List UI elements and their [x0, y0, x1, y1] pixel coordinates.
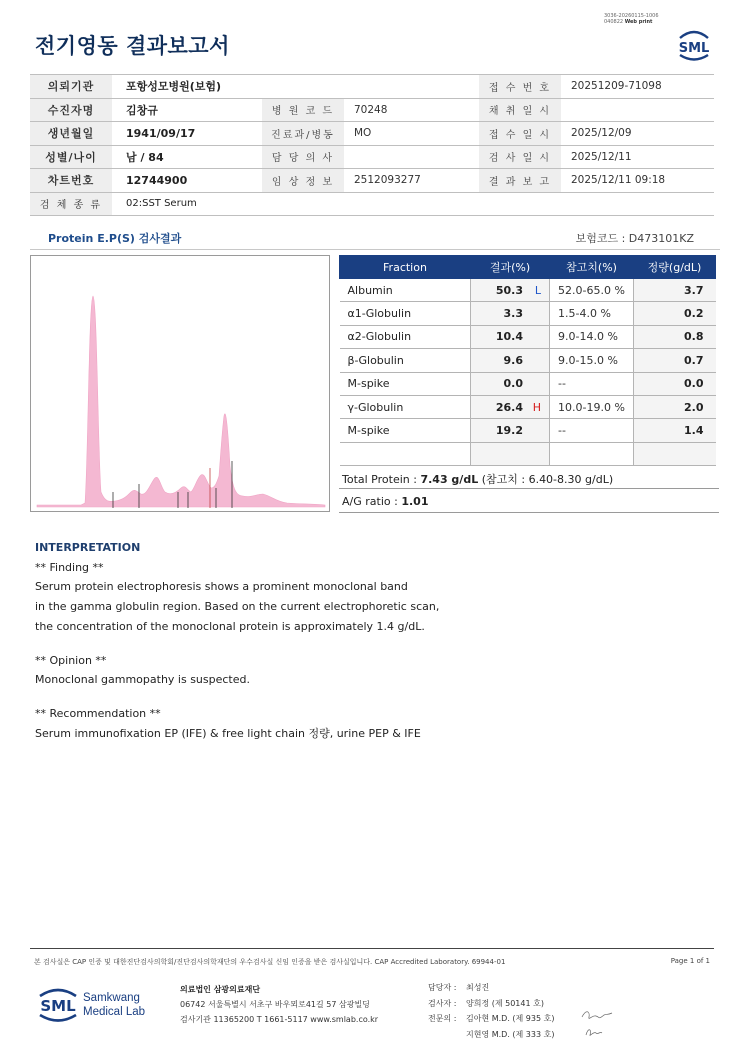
info-row: [30, 98, 714, 122]
fraction-amount: [634, 442, 716, 465]
document-code: [604, 13, 659, 25]
fraction-result: 0.0: [503, 377, 523, 391]
label-hospital-code: 병 원 코 드: [262, 98, 344, 122]
specimen-type: 02:SST Serum: [112, 192, 714, 216]
info-row: [30, 75, 714, 99]
finding-line: in the gamma globulin region. Based on the current electrophoretic scan,: [35, 600, 440, 614]
staff-row: [428, 1027, 554, 1043]
header-fraction: Fraction: [340, 256, 471, 279]
label-specimen-type: 검 체 종 류: [30, 192, 112, 216]
ag-ratio: [339, 490, 719, 513]
label-physician: 담 당 의 사: [262, 145, 344, 169]
label-receipt-number: 접 수 번 호: [479, 75, 561, 99]
ag-ratio-label: A/G ratio :: [342, 495, 402, 508]
label-sex-age: 성별/나이: [30, 145, 112, 169]
finding-heading: ** Finding **: [35, 560, 104, 574]
fraction-result: 19.2: [495, 424, 523, 438]
fraction-name: β-Globulin: [340, 349, 471, 372]
table-row: [340, 442, 716, 465]
fraction-amount: 0.0: [634, 372, 716, 395]
interpretation-heading: INTERPRETATION: [35, 541, 141, 554]
organization-info: [180, 982, 378, 1027]
header-reference: 참고치(%): [550, 256, 634, 279]
high-flag: H: [532, 400, 541, 414]
fraction-result: 50.3: [495, 283, 523, 297]
logo-top-text: SML: [678, 41, 710, 56]
staff-role: 담당자 :: [428, 983, 457, 992]
label-collection-date: 채 취 일 시: [479, 98, 561, 122]
staff-role: 검사자 :: [428, 998, 457, 1008]
doc-code-line2: 040822: [604, 19, 624, 25]
patient-info-table: [30, 74, 714, 216]
footer-divider: [30, 948, 714, 949]
label-patient-name: 수진자명: [30, 98, 112, 122]
receipt-number: 20251209-71098: [561, 75, 714, 99]
insurance-code: 보험코드 : D473101KZ: [575, 232, 694, 245]
section-title: Protein E.P(S) 검사결과: [48, 232, 182, 245]
recommendation-heading: ** Recommendation **: [35, 706, 161, 720]
fraction-name: Albumin: [340, 279, 471, 302]
fraction-result: 3.3: [503, 307, 523, 321]
logo-name-line1: Samkwang: [83, 992, 140, 1004]
page-number: Page 1 of 1: [670, 957, 710, 965]
fraction-reference: 10.0-19.0 %: [550, 395, 634, 418]
logo-mark-text: SML: [40, 997, 76, 1015]
staff-name: 김아현 M.D. (제 935 호): [466, 1014, 555, 1023]
fraction-name: [340, 442, 471, 465]
staff-name: 최성진: [466, 983, 490, 992]
table-row: [340, 349, 716, 372]
label-test-date: 검 사 일 시: [479, 145, 561, 169]
total-protein-label: Total Protein :: [342, 473, 421, 486]
logo-name-line2: Medical Lab: [83, 1006, 146, 1018]
results-table: [339, 255, 716, 466]
hospital-code: 70248: [344, 98, 479, 122]
fraction-reference: --: [550, 372, 634, 395]
staff-row: [428, 996, 554, 1012]
test-date: 2025/12/11: [561, 145, 714, 169]
results-header-row: [340, 256, 716, 279]
collection-date: [561, 98, 714, 122]
table-row: [340, 395, 716, 418]
total-protein-value: 7.43 g/dL: [420, 473, 479, 486]
fraction-result: 26.4: [495, 400, 523, 414]
section-header: [30, 224, 720, 250]
label-clinical-info: 임 상 정 보: [262, 169, 344, 193]
fraction-name: γ-Globulin: [340, 395, 471, 418]
fraction-amount: 0.7: [634, 349, 716, 372]
web-print-label: Web print: [624, 19, 653, 25]
physician: [344, 145, 479, 169]
ag-ratio-value: 1.01: [401, 495, 429, 508]
fraction-name: M-spike: [340, 372, 471, 395]
staff-row: [428, 980, 554, 996]
total-protein: [339, 466, 719, 489]
fraction-reference: [550, 442, 634, 465]
total-protein-reference: (참고치 : 6.40-8.30 g/dL): [478, 473, 614, 486]
staff-row: [428, 1011, 554, 1027]
table-row: [340, 372, 716, 395]
report-title: 전기영동 결과보고서: [35, 34, 230, 58]
label-report-date: 결 과 보 고: [479, 169, 561, 193]
opinion-line: Monoclonal gammopathy is suspected.: [35, 673, 250, 687]
staff-list: [428, 980, 554, 1042]
certification-note: 본 검사실은 CAP 인증 및 대한진단검사의학회/진단검사의학재단의 우수검사실 신임 인증을 받은 검사실입니다. CAP Accredited Laboratory. 69944-01: [34, 958, 506, 966]
table-row: [340, 302, 716, 325]
fraction-result: 10.4: [495, 330, 523, 344]
info-row: [30, 192, 714, 216]
staff-role: [428, 1027, 466, 1043]
receipt-date: 2025/12/09: [561, 122, 714, 146]
electrophoresis-curve: [37, 296, 325, 507]
organization-contact: 검사기관 11365200 T 1661-5117 www.smlab.co.kr: [180, 1015, 379, 1024]
opinion-heading: ** Opinion **: [35, 653, 107, 667]
label-requesting-org: 의뢰기관: [30, 75, 112, 99]
info-row: [30, 169, 714, 193]
fraction-reference: 1.5-4.0 %: [550, 302, 634, 325]
label-department: 진료과/병동: [262, 122, 344, 146]
table-row: [340, 419, 716, 442]
staff-name: 지현영 M.D. (제 333 호): [466, 1029, 555, 1039]
header-amount: 정량(g/dL): [634, 256, 716, 279]
table-row: [340, 325, 716, 348]
info-row: [30, 145, 714, 169]
interpretation-section: [35, 538, 715, 743]
header-result: 결과(%): [471, 256, 550, 279]
fraction-name: α2-Globulin: [340, 325, 471, 348]
organization-address: 06742 서울특별시 서초구 바우뫼로41길 57 삼광빌딩: [180, 1000, 370, 1009]
label-chart-number: 차트번호: [30, 169, 112, 193]
label-receipt-date: 접 수 일 시: [479, 122, 561, 146]
sml-logo-icon: [674, 26, 714, 62]
sex-age: 남 / 84: [112, 145, 262, 169]
fraction-amount: 0.8: [634, 325, 716, 348]
info-row: [30, 122, 714, 146]
low-flag: L: [534, 283, 541, 297]
organization-name: 의료법인 삼광의료재단: [180, 985, 261, 994]
table-row: [340, 279, 716, 302]
finding-line: the concentration of the monoclonal protein is approximately 1.4 g/dL.: [35, 619, 425, 633]
fraction-reference: --: [550, 419, 634, 442]
patient-name: 김창규: [112, 98, 262, 122]
clinical-info: 2512093277: [344, 169, 479, 193]
electrophoresis-graph: [30, 255, 330, 512]
department: MO: [344, 122, 479, 146]
chart-number: 12744900: [112, 169, 262, 193]
samkwang-logo-icon: [36, 982, 166, 1026]
recommendation-line: Serum immunofixation EP (IFE) & free light chain 정량, urine PEP & IFE: [35, 726, 421, 740]
fraction-name: α1-Globulin: [340, 302, 471, 325]
electrophoresis-curve-svg: [31, 256, 329, 511]
fraction-amount: 0.2: [634, 302, 716, 325]
fraction-reference: 52.0-65.0 %: [550, 279, 634, 302]
fraction-result: 9.6: [503, 353, 523, 367]
fraction-reference: 9.0-15.0 %: [550, 349, 634, 372]
fraction-amount: 3.7: [634, 279, 716, 302]
fraction-name: M-spike: [340, 419, 471, 442]
label-birth-date: 생년월일: [30, 122, 112, 146]
birth-date: 1941/09/17: [112, 122, 262, 146]
requesting-org: 포항성모병원(보험): [112, 75, 479, 99]
finding-line: Serum protein electrophoresis shows a prominent monoclonal band: [35, 580, 408, 594]
signature-icon: [580, 1007, 614, 1039]
fraction-reference: 9.0-14.0 %: [550, 325, 634, 348]
doc-code-line1: 3036-20260115-1006: [604, 13, 659, 19]
staff-role: 전문의 :: [428, 1014, 457, 1023]
fraction-amount: 2.0: [634, 395, 716, 418]
report-date: 2025/12/11 09:18: [561, 169, 714, 193]
staff-name: 양희정 (제 50141 호): [466, 998, 544, 1008]
fraction-amount: 1.4: [634, 419, 716, 442]
